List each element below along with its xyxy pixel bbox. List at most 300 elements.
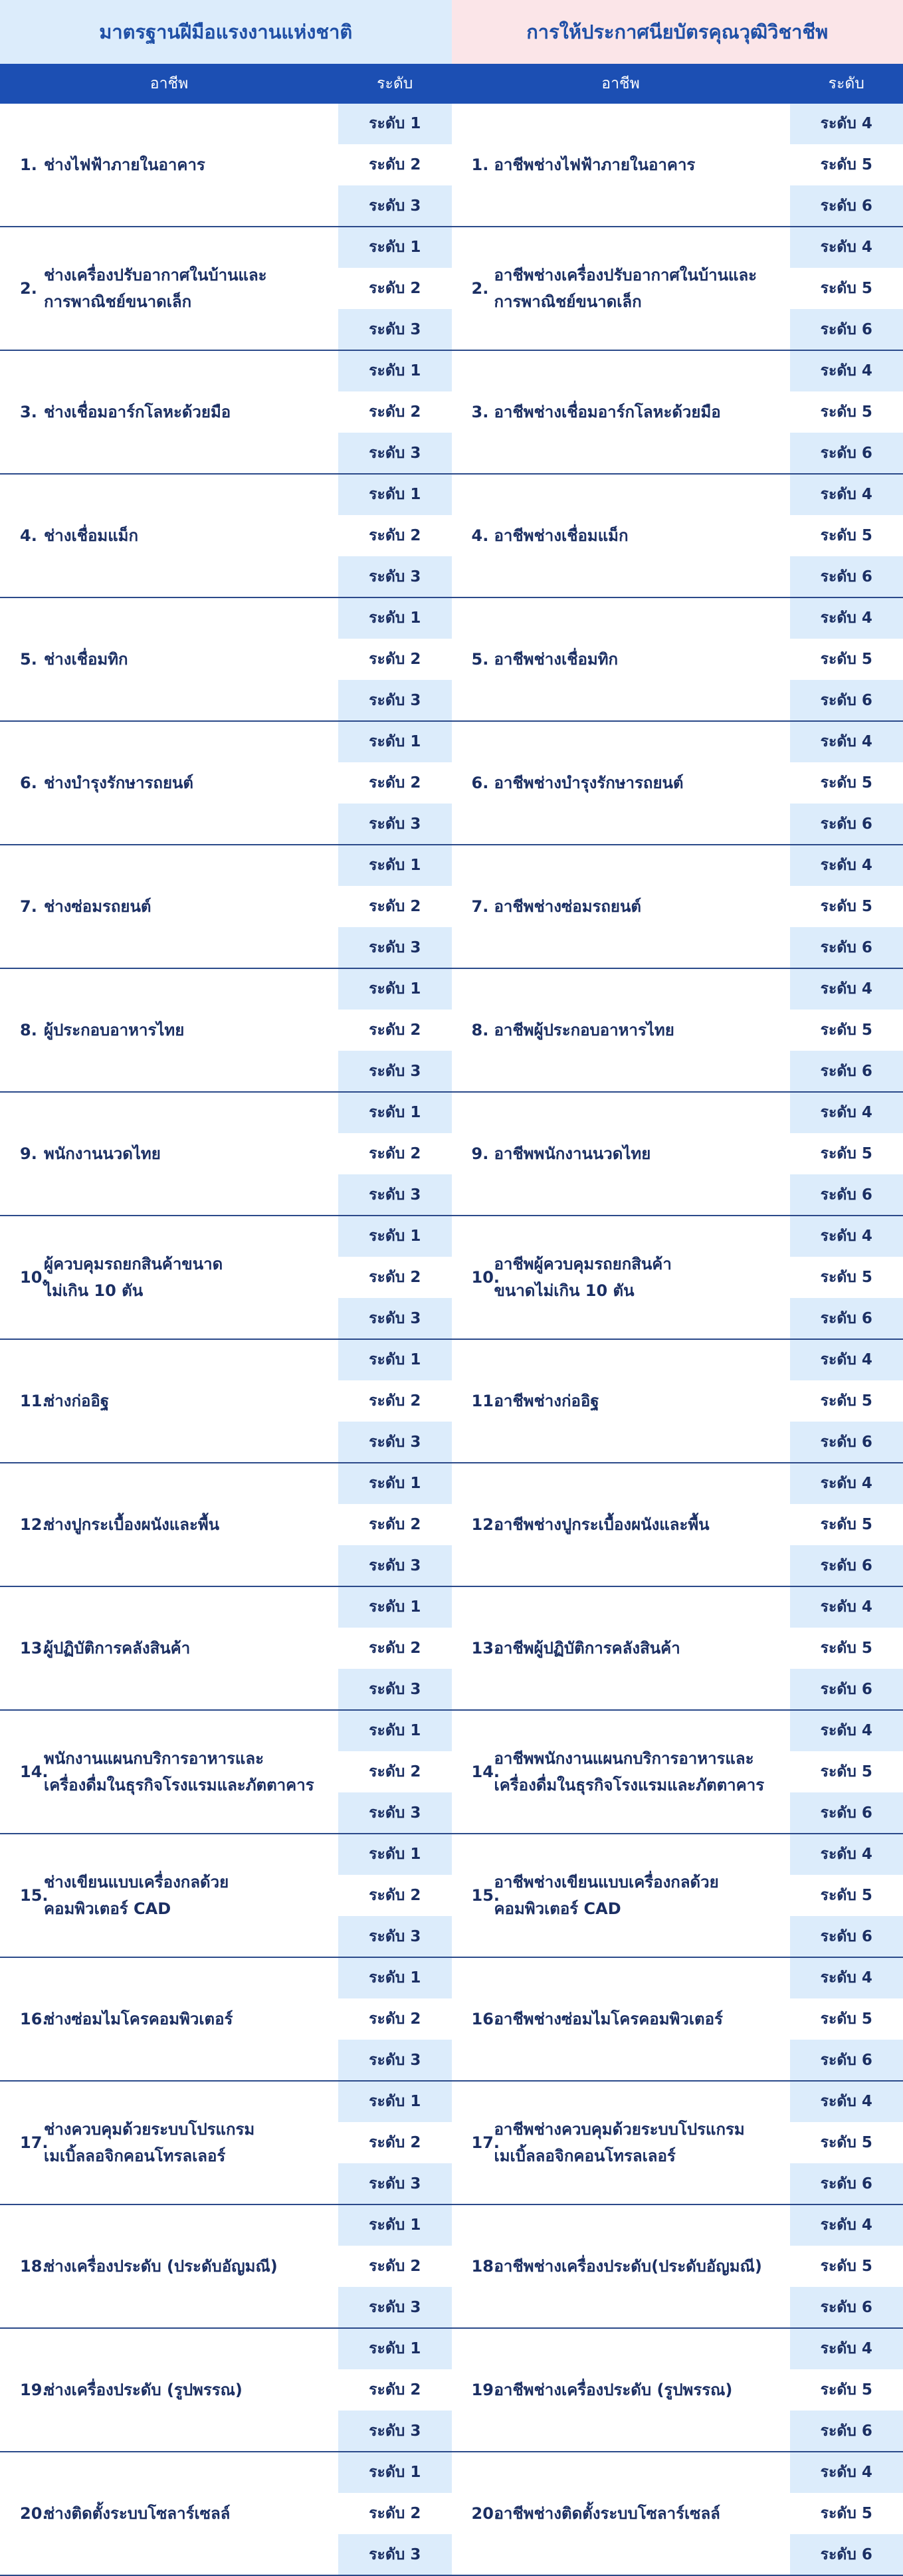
table-section-headers	[0, 0, 903, 64]
level-badge: ระดับ 6	[790, 2039, 903, 2080]
occupation-name	[0, 1958, 338, 2080]
level-badge: ระดับ 6	[790, 926, 903, 968]
occupation-name	[0, 1587, 338, 1709]
skill-standard-cell	[0, 1958, 452, 2080]
occupation-label: ช่างเชื่อมทิก	[44, 650, 128, 669]
level-list	[790, 2205, 903, 2327]
level-badge: ระดับ 5	[790, 144, 903, 185]
skill-standard-cell	[0, 1340, 452, 1462]
occupation-name	[0, 969, 338, 1091]
level-badge: ระดับ 1	[338, 104, 452, 144]
occupation-name	[0, 1093, 338, 1215]
skill-standard-cell	[0, 1587, 452, 1709]
row-number: 15.	[471, 1886, 500, 1905]
level-list	[790, 1834, 903, 1957]
qualification-cell	[452, 1587, 903, 1709]
level-badge: ระดับ 6	[790, 556, 903, 597]
level-badge: ระดับ 6	[790, 2533, 903, 2575]
occupation-label: อาชีพช่างเครื่องประดับ(ประดับอัญมณี)	[494, 2257, 762, 2276]
level-badge: ระดับ 2	[338, 1010, 452, 1051]
occupation-label: ช่างติดตั้งระบบโซลาร์เซลล์	[44, 2504, 231, 2523]
level-list	[338, 845, 452, 968]
occupation-label: อาชีพช่างเชื่อมทิก	[494, 650, 619, 669]
level-badge: ระดับ 2	[338, 268, 452, 309]
level-badge: ระดับ 5	[790, 391, 903, 433]
level-badge: ระดับ 3	[338, 679, 452, 720]
level-badge: ระดับ 5	[790, 762, 903, 804]
level-badge: ระดับ 1	[338, 598, 452, 639]
level-badge: ระดับ 5	[790, 2122, 903, 2163]
level-badge: ระดับ 2	[338, 2246, 452, 2287]
level-badge: ระดับ 4	[790, 351, 903, 391]
level-badge: ระดับ 3	[338, 185, 452, 226]
level-badge: ระดับ 1	[338, 1711, 452, 1751]
qualification-cell	[452, 845, 903, 968]
level-badge: ระดับ 3	[338, 1545, 452, 1586]
level-badge: ระดับ 5	[790, 2246, 903, 2287]
occupation-name	[452, 351, 790, 473]
level-list	[338, 1958, 452, 2080]
qualification-cell	[452, 104, 903, 226]
row-number: 13.	[20, 1639, 49, 1658]
level-badge: ระดับ 4	[790, 2329, 903, 2369]
occupation-name	[452, 104, 790, 226]
occupation-name	[0, 845, 338, 968]
occupation-label: อาชีพช่างเครื่องประดับ (รูปพรรณ)	[494, 2381, 733, 2399]
row-number: 13.	[471, 1639, 500, 1658]
row-number: 9.	[471, 1144, 489, 1163]
occupation-name	[452, 969, 790, 1091]
table-row	[0, 2082, 903, 2205]
level-list	[790, 2082, 903, 2204]
occupation-label: อาชีพพนักงานนวดไทย	[494, 1144, 651, 1163]
table-row	[0, 351, 903, 475]
occupation-label: อาชีพช่างเชื่อมอาร์กโลหะด้วยมือ	[494, 403, 721, 421]
row-number: 10.	[471, 1268, 500, 1287]
level-badge: ระดับ 6	[790, 679, 903, 720]
row-number: 2.	[20, 279, 37, 298]
level-badge: ระดับ 4	[790, 845, 903, 886]
occupation-label: ช่างซ่อมรถยนต์	[44, 897, 151, 916]
level-badge: ระดับ 4	[790, 1834, 903, 1875]
level-badge: ระดับ 1	[338, 2082, 452, 2122]
row-number: 7.	[471, 897, 489, 916]
table-row	[0, 1711, 903, 1834]
column-header-occupation-right: อาชีพ	[601, 75, 640, 92]
level-badge: ระดับ 3	[338, 1792, 452, 1833]
skill-standard-cell	[0, 969, 452, 1091]
skill-standard-cell	[0, 722, 452, 844]
occupation-name	[0, 351, 338, 473]
level-badge: ระดับ 6	[790, 1668, 903, 1709]
level-badge: ระดับ 1	[338, 722, 452, 762]
row-number: 17.	[471, 2133, 500, 2152]
skill-standard-cell	[0, 2329, 452, 2451]
table-row	[0, 2452, 903, 2576]
professional-qualification-title: การให้ประกาศนียบัตรคุณวุฒิวิชาชีพ	[452, 0, 903, 64]
level-badge: ระดับ 6	[790, 2410, 903, 2451]
qualification-cell	[452, 2329, 903, 2451]
level-badge: ระดับ 1	[338, 1463, 452, 1504]
occupation-name	[452, 475, 790, 597]
row-number: 3.	[471, 403, 489, 421]
level-badge: ระดับ 6	[790, 432, 903, 473]
level-badge: ระดับ 4	[790, 1587, 903, 1628]
skill-standard-cell	[0, 1463, 452, 1586]
occupation-label: อาชีพช่างติดตั้งระบบโซลาร์เซลล์	[494, 2504, 720, 2523]
level-list	[338, 722, 452, 844]
occupation-label: ช่างก่ออิฐ	[44, 1392, 110, 1410]
occupation-name	[0, 1834, 338, 1957]
occupation-name	[452, 2205, 790, 2327]
qualification-cell	[452, 1958, 903, 2080]
level-badge: ระดับ 2	[338, 2493, 452, 2534]
level-list	[338, 351, 452, 473]
column-header-level-left: ระดับ	[377, 75, 413, 92]
row-number: 18.	[471, 2257, 500, 2276]
occupation-name	[452, 1711, 790, 1833]
column-header-row	[0, 64, 903, 104]
level-badge: ระดับ 5	[790, 1133, 903, 1174]
occupation-name	[0, 722, 338, 844]
occupation-name	[452, 1216, 790, 1339]
row-number: 10.	[20, 1268, 49, 1287]
level-badge: ระดับ 1	[338, 227, 452, 268]
table-row	[0, 475, 903, 598]
occupation-name	[0, 1711, 338, 1833]
skill-standard-cell	[0, 2452, 452, 2575]
occupation-label: ช่างเครื่องประดับ (ประดับอัญมณี)	[44, 2257, 278, 2276]
row-number: 7.	[20, 897, 37, 916]
qualification-cell	[452, 1711, 903, 1833]
level-badge: ระดับ 4	[790, 1958, 903, 1998]
occupation-name	[452, 722, 790, 844]
occupation-label: ผู้ประกอบอาหารไทย	[44, 1021, 185, 1039]
occupation-label: พนักงานแผนกบริการอาหารและ เครื่องดื่มในธุรกิจโรงแรมและภัตตาคาร	[44, 1749, 314, 1794]
level-badge: ระดับ 1	[338, 475, 452, 515]
level-badge: ระดับ 3	[338, 2286, 452, 2327]
row-number: 12.	[20, 1515, 49, 1534]
occupation-name	[452, 1834, 790, 1957]
level-badge: ระดับ 6	[790, 308, 903, 350]
level-badge: ระดับ 6	[790, 1174, 903, 1215]
level-badge: ระดับ 6	[790, 1297, 903, 1339]
level-badge: ระดับ 5	[790, 515, 903, 556]
row-number: 4.	[20, 526, 37, 545]
level-badge: ระดับ 4	[790, 1340, 903, 1380]
occupation-label: ผู้ควบคุมรถยกสินค้าขนาด ไม่เกิน 10 ตัน	[44, 1255, 223, 1300]
occupation-name	[0, 1216, 338, 1339]
level-list	[790, 1216, 903, 1339]
level-list	[338, 104, 452, 226]
qualification-cell	[452, 1216, 903, 1339]
occupation-label: พนักงานนวดไทย	[44, 1144, 161, 1163]
level-badge: ระดับ 1	[338, 2329, 452, 2369]
row-number: 11.	[20, 1392, 49, 1410]
level-badge: ระดับ 3	[338, 1421, 452, 1462]
level-list	[790, 969, 903, 1091]
level-badge: ระดับ 6	[790, 1421, 903, 1462]
level-badge: ระดับ 3	[338, 556, 452, 597]
row-number: 15.	[20, 1886, 49, 1905]
table-row	[0, 2329, 903, 2452]
occupation-label: อาชีพผู้ปฏิบัติการคลังสินค้า	[494, 1639, 680, 1658]
level-badge: ระดับ 3	[338, 803, 452, 844]
level-list	[790, 104, 903, 226]
level-badge: ระดับ 1	[338, 1958, 452, 1998]
row-number: 8.	[471, 1021, 489, 1039]
level-badge: ระดับ 4	[790, 598, 903, 639]
level-badge: ระดับ 2	[338, 1751, 452, 1792]
row-number: 17.	[20, 2133, 49, 2152]
level-badge: ระดับ 4	[790, 1463, 903, 1504]
level-list	[790, 1463, 903, 1586]
occupation-name	[0, 104, 338, 226]
row-number: 6.	[20, 774, 37, 792]
occupation-label: ช่างเครื่องประดับ (รูปพรรณ)	[44, 2381, 243, 2399]
occupation-label: อาชีพผู้ควบคุมรถยกสินค้า ขนาดไม่เกิน 10 ตัน	[494, 1255, 672, 1300]
table-row	[0, 969, 903, 1093]
row-number: 8.	[20, 1021, 37, 1039]
occupation-name	[452, 227, 790, 350]
occupation-name	[452, 845, 790, 968]
row-number: 4.	[471, 526, 489, 545]
level-badge: ระดับ 1	[338, 1093, 452, 1133]
level-list	[790, 2329, 903, 2451]
level-badge: ระดับ 6	[790, 803, 903, 844]
occupation-name	[0, 2329, 338, 2451]
table-row	[0, 722, 903, 845]
qualification-cell	[452, 969, 903, 1091]
level-list	[790, 1587, 903, 1709]
row-number: 19.	[471, 2381, 500, 2399]
level-badge: ระดับ 1	[338, 845, 452, 886]
level-badge: ระดับ 4	[790, 722, 903, 762]
level-badge: ระดับ 3	[338, 1668, 452, 1709]
level-badge: ระดับ 3	[338, 2163, 452, 2204]
occupation-name	[452, 2082, 790, 2204]
qualification-cell	[452, 722, 903, 844]
occupation-label: อาชีพช่างปูกระเบื้องผนังและพื้น	[494, 1515, 710, 1534]
level-badge: ระดับ 1	[338, 351, 452, 391]
qualification-cell	[452, 598, 903, 720]
occupation-label: อาชีพช่างซ่อมไมโครคอมพิวเตอร์	[494, 2010, 723, 2028]
level-badge: ระดับ 5	[790, 1380, 903, 1422]
level-list	[790, 475, 903, 597]
row-number: 14.	[20, 1763, 49, 1781]
row-number: 11.	[471, 1392, 500, 1410]
level-list	[338, 475, 452, 597]
occupation-name	[452, 1093, 790, 1215]
level-list	[338, 1463, 452, 1586]
table-row	[0, 1216, 903, 1340]
level-badge: ระดับ 2	[338, 762, 452, 804]
skill-standard-cell	[0, 351, 452, 473]
level-badge: ระดับ 5	[790, 1257, 903, 1298]
level-badge: ระดับ 3	[338, 2533, 452, 2575]
level-list	[790, 2452, 903, 2575]
level-badge: ระดับ 4	[790, 969, 903, 1010]
skill-standard-cell	[0, 475, 452, 597]
level-list	[790, 722, 903, 844]
qualification-cell	[452, 1093, 903, 1215]
occupation-name	[452, 2452, 790, 2575]
level-badge: ระดับ 1	[338, 2205, 452, 2246]
occupation-name	[0, 2082, 338, 2204]
level-badge: ระดับ 1	[338, 1216, 452, 1257]
occupation-name	[0, 1463, 338, 1586]
qualification-cell	[452, 2452, 903, 2575]
level-badge: ระดับ 6	[790, 2163, 903, 2204]
qualification-cell	[452, 1340, 903, 1462]
level-badge: ระดับ 4	[790, 1216, 903, 1257]
level-badge: ระดับ 5	[790, 2493, 903, 2534]
table-row	[0, 1340, 903, 1463]
level-badge: ระดับ 5	[790, 268, 903, 309]
occupation-label: ช่างไฟฟ้าภายในอาคาร	[44, 156, 205, 174]
qualification-cell	[452, 1463, 903, 1586]
row-number: 5.	[20, 650, 37, 669]
occupation-label: อาชีพผู้ประกอบอาหารไทย	[494, 1021, 674, 1039]
table-body	[0, 104, 903, 2576]
level-list	[338, 1093, 452, 1215]
level-badge: ระดับ 2	[338, 515, 452, 556]
level-badge: ระดับ 4	[790, 227, 903, 268]
level-list	[338, 1834, 452, 1957]
level-list	[338, 2205, 452, 2327]
qualification-cell	[452, 2205, 903, 2327]
column-header-level-right: ระดับ	[828, 75, 864, 92]
occupation-label: ช่างเขียนแบบเครื่องกลด้วย คอมพิวเตอร์ CAD	[44, 1873, 229, 1918]
occupation-name	[452, 598, 790, 720]
occupation-label: อาชีพช่างก่ออิฐ	[494, 1392, 599, 1410]
level-badge: ระดับ 3	[338, 2410, 452, 2451]
level-badge: ระดับ 1	[338, 1587, 452, 1628]
level-list	[338, 969, 452, 1091]
level-badge: ระดับ 6	[790, 1915, 903, 1957]
level-badge: ระดับ 4	[790, 2452, 903, 2493]
occupation-label: ช่างเชื่อมแม็ก	[44, 526, 139, 545]
row-number: 12.	[471, 1515, 500, 1534]
occupation-name	[452, 1958, 790, 2080]
level-badge: ระดับ 2	[338, 1257, 452, 1298]
level-badge: ระดับ 5	[790, 639, 903, 680]
level-list	[790, 227, 903, 350]
level-list	[338, 1711, 452, 1833]
row-number: 1.	[20, 156, 37, 174]
table-row	[0, 227, 903, 351]
occupation-name	[0, 2452, 338, 2575]
level-badge: ระดับ 5	[790, 1010, 903, 1051]
level-badge: ระดับ 1	[338, 1834, 452, 1875]
level-badge: ระดับ 4	[790, 1711, 903, 1751]
row-number: 1.	[471, 156, 489, 174]
level-badge: ระดับ 2	[338, 886, 452, 927]
level-list	[338, 1216, 452, 1339]
occupation-name	[0, 1340, 338, 1462]
row-number: 5.	[471, 650, 489, 669]
skill-standard-cell	[0, 1834, 452, 1957]
level-badge: ระดับ 2	[338, 1504, 452, 1545]
row-number: 18.	[20, 2257, 49, 2276]
level-badge: ระดับ 2	[338, 2369, 452, 2411]
level-list	[338, 227, 452, 350]
level-list	[790, 1093, 903, 1215]
table-row	[0, 845, 903, 969]
row-number: 16.	[471, 2010, 500, 2028]
occupation-name	[0, 475, 338, 597]
row-number: 16.	[20, 2010, 49, 2028]
level-badge: ระดับ 4	[790, 2082, 903, 2122]
level-badge: ระดับ 1	[338, 1340, 452, 1380]
table-row	[0, 598, 903, 722]
row-number: 20.	[471, 2504, 500, 2523]
table-row	[0, 104, 903, 227]
row-number: 19.	[20, 2381, 49, 2399]
table-row	[0, 1834, 903, 1958]
skill-standard-cell	[0, 104, 452, 226]
table-row	[0, 1093, 903, 1216]
level-badge: ระดับ 6	[790, 2286, 903, 2327]
occupation-name	[452, 1463, 790, 1586]
level-list	[790, 1711, 903, 1833]
occupation-name	[0, 227, 338, 350]
occupation-label: ช่างบำรุงรักษารถยนต์	[44, 774, 193, 792]
level-badge: ระดับ 5	[790, 1504, 903, 1545]
occupation-label: อาชีพช่างไฟฟ้าภายในอาคาร	[494, 156, 696, 174]
occupation-name	[452, 2329, 790, 2451]
row-number: 14.	[471, 1763, 500, 1781]
level-list	[338, 2452, 452, 2575]
skill-standard-cell	[0, 1216, 452, 1339]
level-badge: ระดับ 4	[790, 1093, 903, 1133]
qualification-cell	[452, 1834, 903, 1957]
level-badge: ระดับ 2	[338, 1133, 452, 1174]
level-badge: ระดับ 3	[338, 1050, 452, 1091]
level-badge: ระดับ 4	[790, 475, 903, 515]
occupation-name	[452, 1340, 790, 1462]
row-number: 3.	[20, 403, 37, 421]
skill-standard-cell	[0, 2205, 452, 2327]
level-badge: ระดับ 2	[338, 1628, 452, 1669]
qualification-cell	[452, 227, 903, 350]
level-badge: ระดับ 1	[338, 2452, 452, 2493]
skill-standard-cell	[0, 598, 452, 720]
level-badge: ระดับ 5	[790, 1875, 903, 1916]
level-list	[790, 598, 903, 720]
occupation-label: อาชีพช่างเครื่องปรับอากาศในบ้านและ การพาณิชย์ขนาดเล็ก	[494, 266, 757, 311]
level-badge: ระดับ 2	[338, 639, 452, 680]
level-badge: ระดับ 3	[338, 2039, 452, 2080]
row-number: 6.	[471, 774, 489, 792]
level-list	[790, 1958, 903, 2080]
level-list	[338, 598, 452, 720]
level-list	[338, 2329, 452, 2451]
row-number: 2.	[471, 279, 489, 298]
occupation-label: อาชีพช่างบำรุงรักษารถยนต์	[494, 774, 684, 792]
level-badge: ระดับ 2	[338, 144, 452, 185]
level-badge: ระดับ 5	[790, 1628, 903, 1669]
level-badge: ระดับ 6	[790, 1545, 903, 1586]
occupation-name	[0, 2205, 338, 2327]
level-badge: ระดับ 3	[338, 926, 452, 968]
occupation-name	[0, 598, 338, 720]
level-badge: ระดับ 5	[790, 2369, 903, 2411]
level-badge: ระดับ 3	[338, 1174, 452, 1215]
level-badge: ระดับ 3	[338, 432, 452, 473]
level-list	[790, 351, 903, 473]
level-badge: ระดับ 2	[338, 1998, 452, 2040]
